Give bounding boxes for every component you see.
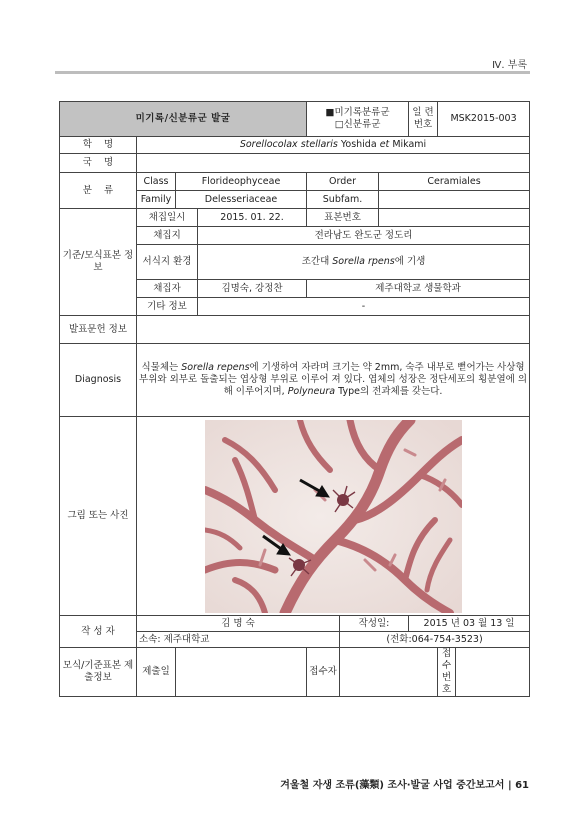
class-value: Florideophyceae xyxy=(176,173,307,191)
other-info-value: - xyxy=(198,298,530,316)
habitat-species: Sorella rpens xyxy=(332,256,395,268)
diagnosis-part-3: Type의 전과체를 갖는다. xyxy=(335,385,443,397)
species: stellaris xyxy=(300,139,338,151)
taxon-type-checkboxes xyxy=(307,102,409,137)
diagnosis-label: Diagnosis xyxy=(60,344,137,417)
diagnosis-species-1: Sorella repens xyxy=(181,362,250,374)
korean-name-label: 국 명 xyxy=(60,154,137,173)
receiver-value xyxy=(340,648,438,697)
family-label: Family xyxy=(137,191,176,209)
publication-label: 발표문헌 정보 xyxy=(60,316,137,344)
diagnosis-part-2: 에 기생하여 자라며 크기는 약 2mm, 숙주 내부로 뻗어가는 사상형 부위와 외부로 돌출되는 엽상형 부위로 이루어 져 있다. 엽체의 성장은 정단세포의 횡분열에 의해 이루어지며, xyxy=(139,362,528,397)
author-2: Mikami xyxy=(392,139,427,151)
checkbox-unrecorded[interactable]: ■미기록분류군 xyxy=(325,107,390,119)
order-label: Order xyxy=(307,173,379,191)
collector-value: 김명숙, 강정찬 xyxy=(198,280,307,298)
receipt-no-label: 접수번호 xyxy=(438,648,456,697)
habitat-suffix: 에 기생 xyxy=(394,256,426,268)
subfam-label: Subfam. xyxy=(307,191,379,209)
other-info-label: 기타 정보 xyxy=(137,298,198,316)
scientific-name-value xyxy=(137,137,530,154)
collection-date-label: 채집일시 xyxy=(137,209,198,227)
photo-cell xyxy=(137,417,530,616)
checkbox-new-taxon[interactable]: □신분류군 xyxy=(334,119,381,130)
author-label: 작 성 자 xyxy=(60,616,137,648)
collector-label: 채집자 xyxy=(137,280,198,298)
korean-name-value xyxy=(137,154,530,173)
diagnosis-part-1: 식물체는 xyxy=(141,362,182,374)
genus: Sorellocolax xyxy=(239,139,298,151)
form-title: 미기록/신분류군 발굴 xyxy=(60,102,307,137)
page-footer: 겨울철 자생 조류(藻類) 조사·발굴 사업 중간보고서 | 61 xyxy=(280,780,529,791)
submission-label: 모식/기준표본 제출정보 xyxy=(60,648,137,697)
locality-value: 전라남도 완도군 정도리 xyxy=(198,227,530,245)
locality-label: 채집지 xyxy=(137,227,198,245)
specimen-photo xyxy=(205,420,462,613)
submit-date-value xyxy=(176,648,307,697)
habitat-value xyxy=(198,245,530,280)
diagnosis-text xyxy=(137,344,530,417)
classification-label: 분 류 xyxy=(60,173,137,209)
section-header: Ⅳ. 부록 xyxy=(492,60,527,71)
algae-photo-illustration xyxy=(205,420,462,613)
serial-value: MSK2015-003 xyxy=(438,102,530,137)
photo-label: 그림 또는 사진 xyxy=(60,417,137,616)
et: et xyxy=(379,139,390,151)
submit-date-label: 제출일 xyxy=(137,648,176,697)
specimen-no-label: 표본번호 xyxy=(307,209,379,227)
author-1: Yoshida xyxy=(340,139,377,151)
receiver-label: 접수자 xyxy=(307,648,340,697)
written-date-label: 작성일: xyxy=(340,616,409,632)
specimen-no-value xyxy=(379,209,530,227)
scientific-name-label: 학 명 xyxy=(60,137,137,154)
author-name: 김 명 숙 xyxy=(137,616,340,632)
record-form xyxy=(59,101,530,697)
affiliation: 소속: 제주대학교 xyxy=(137,632,340,648)
order-value: Ceramiales xyxy=(379,173,530,191)
family-value: Delesseriaceae xyxy=(176,191,307,209)
header-rule xyxy=(55,71,530,74)
habitat-prefix: 조간대 xyxy=(301,256,330,268)
habitat-label: 서식지 환경 xyxy=(137,245,198,280)
receipt-no-value xyxy=(456,648,530,697)
serial-label: 일 련 번호 xyxy=(409,102,438,137)
class-label: Class xyxy=(137,173,176,191)
collection-date-value: 2015. 01. 22. xyxy=(198,209,307,227)
written-date-value: 2015 년 03 월 13 일 xyxy=(409,616,530,632)
subfam-value xyxy=(379,191,530,209)
institution-value: 제주대학교 생물학과 xyxy=(307,280,530,298)
phone: (전화:064-754-3523) xyxy=(340,632,530,648)
publication-value xyxy=(137,316,530,344)
type-info-label: 기준/모식표본 정보 xyxy=(60,209,137,316)
diagnosis-species-2: Polyneura xyxy=(287,385,336,397)
